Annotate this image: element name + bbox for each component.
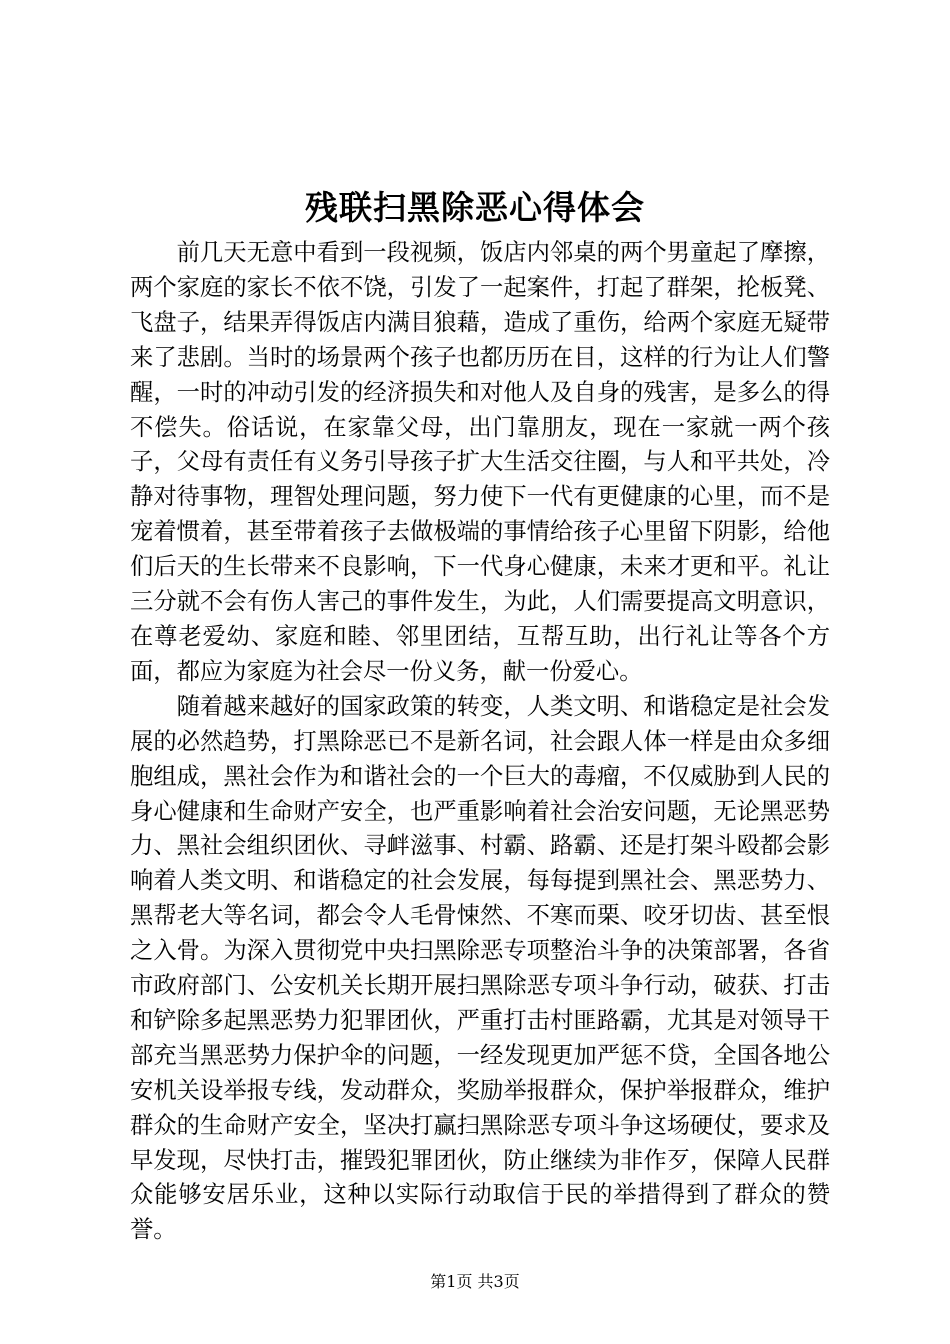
document-body xyxy=(130,236,830,1248)
paragraph-1: 前几天无意中看到一段视频，饭店内邻桌的两个男童起了摩擦，两个家庭的家长不依不饶，引发了一起案件，打起了群架，抡板凳、飞盘子，结果弄得饭店内满目狼藉，造成了重伤，给两个家庭无疑带来了悲剧。当时的场景两个孩子也都历历在目，这样的行为让人们警醒，一时的冲动引发的经济损失和对他人及自身的残害，是多么的得不偿失。俗话说，在家靠父母，出门靠朋友，现在一家就一两个孩子，父母有责任有义务引导孩子扩大生活交往圈，与人和平共处，冷静对待事物，理智处理问题，努力使下一代有更健康的心里，而不是宠着惯着，甚至带着孩子去做极端的事情给孩子心里留下阴影，给他们后天的生长带来不良影响，下一代身心健康，未来才更和平。礼让三分就不会有伤人害己的事件发生，为此，人们需要提高文明意识，在尊老爱幼、家庭和睦、邻里团结，互帮互助，出行礼让等各个方面，都应为家庭为社会尽一份义务，献一份爱心。 xyxy=(130,239,830,685)
document-title: 残联扫黑除恶心得体会 xyxy=(305,188,645,227)
paragraph-2: 随着越来越好的国家政策的转变，人类文明、和谐稳定是社会发展的必然趋势，打黑除恶已不是新名词，社会跟人体一样是由众多细胞组成，黑社会作为和谐社会的一个巨大的毒瘤，不仅威胁到人民的身心健康和生命财产安全，也严重影响着社会治安问题，无论黑恶势力、黑社会组织团伙、寻衅滋事、村霸、路霸、还是打架斗殴都会影响着人类文明、和谐稳定的社会发展，每每提到黑社会、黑恶势力、黑帮老大等名词，都会令人毛骨悚然、不寒而栗、咬牙切齿、甚至恨之入骨。为深入贯彻党中央扫黑除恶专项整治斗争的决策部署，各省市政府部门、公安机关长期开展扫黑除恶专项斗争行动，破获、打击和铲除多起黑恶势力犯罪团伙，严重打击村匪路霸，尤其是对领导干部充当黑恶势力保护伞的问题，一经发现更加严惩不贷，全国各地公安机关设举报专线，发动群众，奖励举报群众，保护举报群众，维护群众的生命财产安全，坚决打赢扫黑除恶专项斗争这场硬仗，要求及早发现，尽快打击，摧毁犯罪团伙，防止继续为非作歹，保障人民群众能够安居乐业，这种以实际行动取信于民的举措得到了群众的赞誉。 xyxy=(130,692,830,1244)
page-number-footer: 第1页 共3页 xyxy=(430,1272,520,1291)
